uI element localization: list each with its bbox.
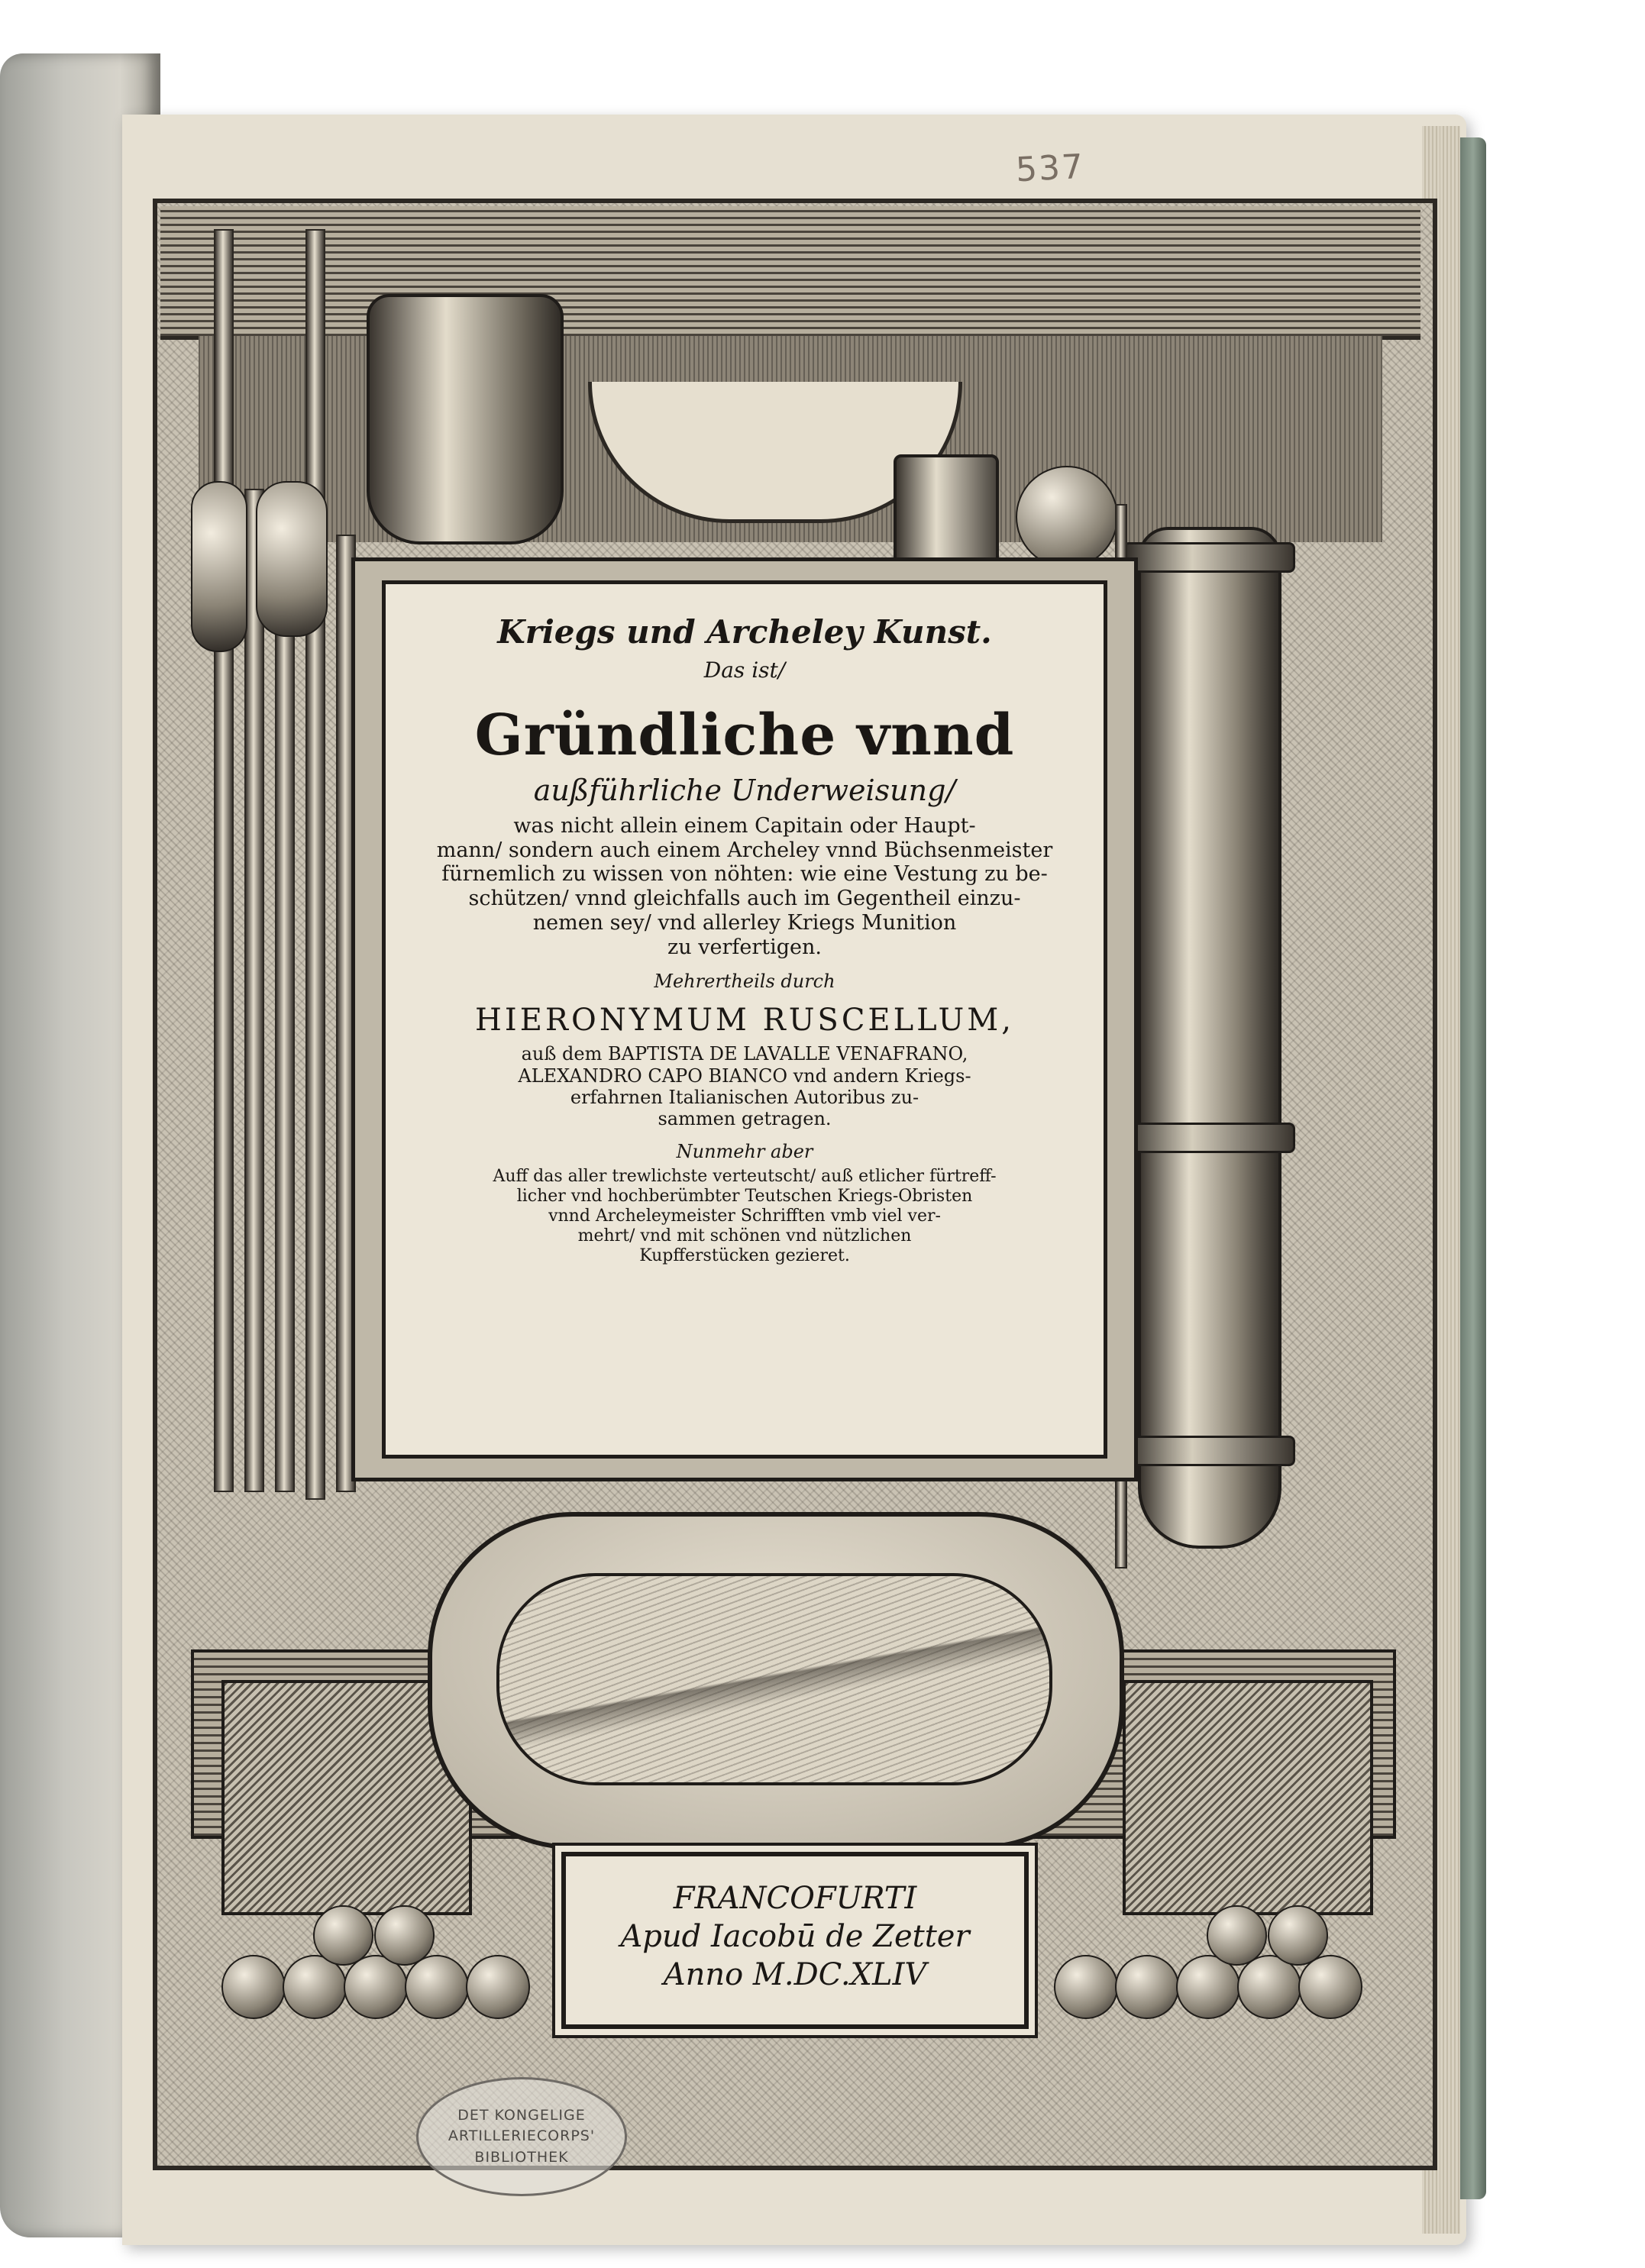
author-name: HIERONYMUM RUSCELLUM, (475, 1003, 1014, 1039)
translation-line: Kupfferstücken gezieret. (639, 1245, 850, 1265)
description-line: was nicht allein einem Capitain oder Haupt- (513, 813, 976, 838)
sources-line: ALEXANDRO CAPO BIANCO vnd andern Kriegs- (518, 1065, 971, 1087)
cannonball-icon (1016, 466, 1118, 568)
nunmehr-line: Nunmehr aber (676, 1140, 813, 1162)
description-block (386, 814, 1104, 960)
sponge-pole-icon (244, 489, 264, 1492)
cross-staff-icon (305, 229, 325, 1500)
subheading: außführliche Underweisung/ (533, 773, 956, 807)
cannonball-icon (1298, 1955, 1362, 2019)
engraved-cornice (160, 206, 1420, 340)
description-line: mann/ sondern auch einem Archeley vnnd Büchsenmeister (436, 838, 1053, 862)
stamp-line: BIBLIOTHEK (474, 2148, 569, 2166)
title-panel (382, 580, 1107, 1459)
sponge-head-icon (256, 481, 328, 637)
right-plinth (1123, 1680, 1373, 1915)
description-line: fürnemlich zu wissen von nöhten: wie eine Vestung zu be- (441, 862, 1048, 887)
cannonball-icon (466, 1955, 530, 2019)
page-edges-inner (1440, 126, 1460, 2234)
ladle-pole-icon (275, 489, 295, 1492)
imprint-place: FRANCOFURTI (673, 1881, 917, 1916)
description-line: schützen/ vnnd gleichfalls auch im Gegentheil einzu- (468, 887, 1021, 911)
stamp-line: ARTILLERIECORPS' (448, 2127, 596, 2145)
cannonball-icon (1268, 1905, 1328, 1966)
cannonball-icon (1115, 1955, 1179, 2019)
mortar-icon (367, 294, 564, 544)
description-line: zu verfertigen. (667, 935, 822, 960)
cannon-muzzle-ring-icon (1123, 542, 1295, 573)
sources-block (386, 1043, 1104, 1129)
imprint-printer: Apud Iacobū de Zetter (620, 1919, 970, 1954)
rammer-pole-icon (214, 229, 234, 1492)
translation-line: licher vnd hochberümbter Teutschen Kriegs-Obristen (516, 1186, 973, 1206)
battle-scene-vignette (496, 1573, 1052, 1785)
cannonball-icon (221, 1955, 286, 2019)
cannon-trunnion-ring-icon (1123, 1123, 1295, 1153)
library-stamp (416, 2077, 627, 2196)
sources-line: erfahrnen Italianischen Autoribus zu- (570, 1087, 919, 1108)
translation-block (386, 1167, 1104, 1266)
cannonball-icon (1054, 1955, 1118, 2019)
mehrertheils-line: Mehrertheils durch (654, 970, 835, 992)
cannonball-icon (313, 1905, 373, 1966)
cannon-breech-ring-icon (1123, 1436, 1295, 1466)
sources-line: sammen getragen. (658, 1108, 832, 1130)
imprint-box (561, 1852, 1029, 2029)
cannonball-icon (1207, 1905, 1267, 1966)
rammer-head-icon (191, 481, 247, 652)
cannonball-icon (374, 1905, 435, 1966)
stamp-line: DET KONGELIGE (457, 2106, 586, 2124)
sources-line: auß dem BAPTISTA DE LAVALLE VENAFRANO, (521, 1043, 968, 1065)
das-ist-line: Das ist/ (703, 657, 786, 683)
cannon-barrel-icon (1138, 527, 1281, 1549)
imprint-year: Anno M.DC.XLIV (663, 1957, 927, 1992)
green-cover-edge (1460, 137, 1486, 2199)
translation-line: mehrt/ vnd mit schönen vnd nützlichen (577, 1226, 912, 1245)
translation-line: vnnd Archeleymeister Schrifften vmb viel ver- (548, 1206, 941, 1226)
description-line: nemen sey/ vnd allerley Kriegs Munition (532, 911, 957, 935)
cannonball-icon (405, 1955, 469, 2019)
main-heading: Gründliche vnnd (474, 702, 1015, 768)
translation-line: Auff das aller trewlichste verteutscht/ auß etlicher fürtreff- (493, 1166, 997, 1186)
book-title: Kriegs und Archeley Kunst. (497, 613, 992, 651)
pencil-shelf-number: 537 (1014, 147, 1086, 190)
